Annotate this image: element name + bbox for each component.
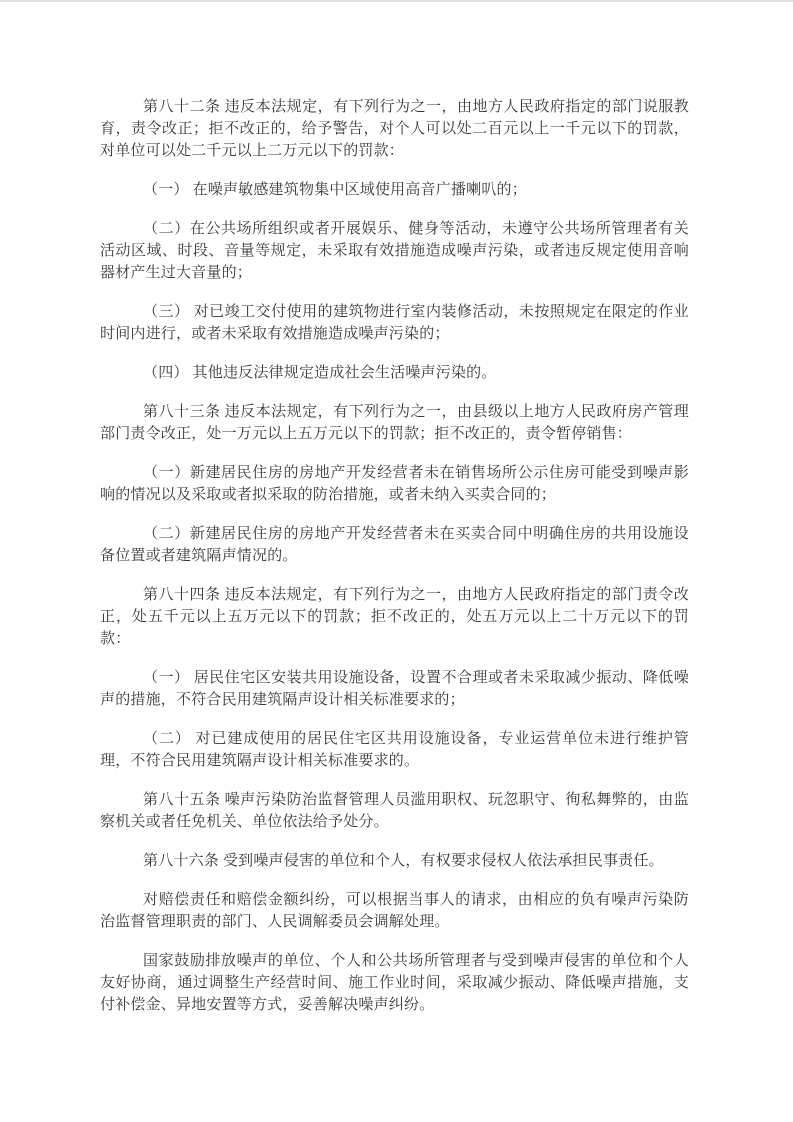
article-83-item-2: （二）新建居民住房的房地产开发经营者未在买卖合同中明确住房的共用设施设备位置或者建筑隔声情况的。: [100, 526, 689, 564]
article-86-para-3: 国家鼓励排放噪声的单位、个人和公共场所管理者与受到噪声侵害的单位和个人友好协商，通过调整生产经营时间、施工作业时间，采取减少振动、降低噪声措施，支付补偿金、异地安置等方式，妥善解决噪声纠纷。: [100, 953, 689, 1013]
article-86: 第八十六条 受到噪声侵害的单位和个人，有权要求侵权人依法承担民事责任。: [143, 853, 664, 869]
article-82-intro: 第八十二条 违反本法规定，有下列行为之一，由地方人民政府指定的部门说服教育，责令改正；拒不改正的，给予警告，对个人可以处二百元以上一千元以下的罚款，对单位可以处二千元以上二万元以下的罚款：: [100, 99, 689, 159]
article-82-item-1: （一） 在噪声敏感建筑物集中区域使用高音广播喇叭的；: [143, 182, 527, 198]
article-84-item-2: （二） 对已建成使用的居民住宅区共用设施设备，专业运营单位未进行维护管理，不符合民用建筑隔声设计相关标准要求的。: [100, 731, 689, 769]
article-86-para-2: 对赔偿责任和赔偿金额纠纷，可以根据当事人的请求，由相应的负有噪声污染防治监督管理职责的部门、人民调解委员会调解处理。: [100, 892, 689, 930]
article-82-item-2: （二）在公共场所组织或者开展娱乐、健身等活动，未遵守公共场所管理者有关活动区域、时段、音量等规定，未采取有效措施造成噪声污染，或者违反规定使用音响器材产生过大音量的；: [100, 221, 689, 281]
article-83-intro: 第八十三条 违反本法规定，有下列行为之一，由县级以上地方人民政府房产管理部门责令改正，处一万元以上五万元以下的罚款；拒不改正的，责令暂停销售：: [100, 404, 689, 442]
article-82-item-4: （四） 其他违反法律规定造成社会生活噪声污染的。: [143, 365, 497, 381]
article-84-item-1: （一） 居民住宅区安装共用设施设备，设置不合理或者未采取减少振动、降低噪声的措施，不符合民用建筑隔声设计相关标准要求的；: [100, 670, 689, 708]
page-top-edge: [0, 0, 793, 2]
article-82-item-3: （三） 对已竣工交付使用的建筑物进行室内装修活动，未按照规定在限定的作业时间内进行，或者未采取有效措施造成噪声污染的；: [100, 304, 689, 342]
article-83-item-1: （一）新建居民住房的房地产开发经营者未在销售场所公示住房可能受到噪声影响的情况以及采取或者拟采取的防治措施，或者未纳入买卖合同的；: [100, 465, 689, 503]
document-body: [100, 96, 689, 1016]
article-85: 第八十五条 噪声污染防治监督管理人员滥用职权、玩忽职守、徇私舞弊的，由监察机关或者任免机关、单位依法给予处分。: [100, 792, 689, 830]
article-84-intro: 第八十四条 违反本法规定，有下列行为之一，由地方人民政府指定的部门责令改正，处五千元以上五万元以下的罚款；拒不改正的，处五万元以上二十万元以下的罚款：: [100, 587, 689, 647]
